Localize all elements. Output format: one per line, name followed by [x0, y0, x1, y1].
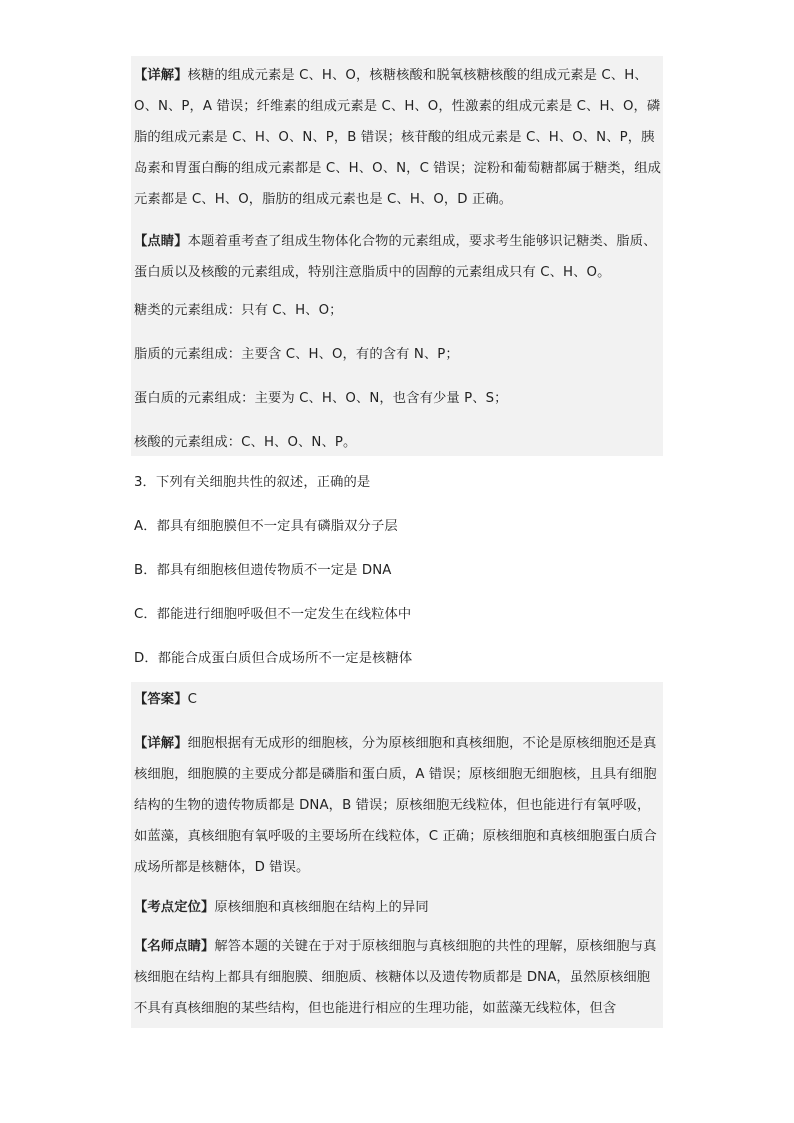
detail-text: 核糖的组成元素是 C、H、O，核糖核酸和脱氧核糖核酸的组成元素是 C、H、O、N、P，A 错误；纤维素的组成元素是 C、H、O，性激素的组成元素是 C、H、O，磷脂的组成元素是 C、H、O、N、P，B 错误；核苷酸的组成元素是 C、H、O、N、P，胰岛素和胃蛋白酶的组成元素都是 C、H、O、N，C 错误；淀粉和葡萄糖都属于糖类，组成元素都是 C、H、O，脂肪的组成元素也是 C、H、O，D 正确。	[134, 68, 662, 207]
detail-paragraph	[134, 60, 663, 215]
note-text: 本题着重考查了组成生物体化合物的元素组成，要求考生能够识记糖类、脂质、蛋白质以及核酸的元素组成，特别注意脂质中的固醇的元素组成只有 C、H、O。	[134, 234, 657, 280]
question-stem: 3．下列有关细胞共性的叙述，正确的是	[134, 475, 371, 490]
teacher-note-label: 【名师点睛】	[134, 939, 215, 954]
teacher-note-paragraph	[134, 931, 663, 1024]
answer-text: C	[187, 692, 197, 707]
document-page	[131, 56, 663, 1028]
detail-label-q3: 【详解】	[134, 736, 188, 751]
option-d: D．都能合成蛋白质但合成场所不一定是核糖体	[134, 651, 413, 666]
detail-label: 【详解】	[134, 68, 188, 83]
teacher-note-text: 解答本题的关键在于对于原核细胞与真核细胞的共性的理解，原核细胞与真核细胞在结构上都具有细胞膜、细胞质、核糖体以及遗传物质都是 DNA，虽然原核细胞不具有真核细胞的某些结构，但也能进行相应的生理功能，如蓝藻无线粒体，但含	[134, 939, 657, 1016]
element-line-lipid: 脂质的元素组成：主要含 C、H、O，有的含有 N、P；	[134, 347, 459, 362]
option-c: C．都能进行细胞呼吸但不一定发生在线粒体中	[134, 607, 412, 622]
note-paragraph	[134, 226, 663, 288]
exam-point-paragraph	[134, 899, 663, 917]
detail-paragraph-q3	[134, 728, 663, 883]
exam-point-label: 【考点定位】	[134, 900, 215, 915]
question-3	[131, 456, 663, 668]
explanation-block-q3	[131, 682, 663, 1028]
answer-label: 【答案】	[134, 692, 188, 707]
detail-text-q3: 细胞根据有无成形的细胞核，分为原核细胞和真核细胞，不论是原核细胞还是真核细胞，细胞膜的主要成分都是磷脂和蛋白质，A 错误；原核细胞无细胞核，且具有细胞结构的生物的遗传物质都是 DNA，B 错误；原核细胞无线粒体，但也能进行有氧呼吸，如蓝藻，真核细胞有氧呼吸的主要场所在线粒体，C 正确；原核细胞和真核细胞蛋白质合成场所都是核糖体，D 错误。	[134, 736, 657, 875]
exam-point-text: 原核细胞和真核细胞在结构上的异同	[214, 900, 429, 915]
option-a: A．都具有细胞膜但不一定具有磷脂双分子层	[134, 519, 398, 534]
element-line-protein: 蛋白质的元素组成：主要为 C、H、O、N，也含有少量 P、S；	[134, 391, 508, 406]
option-b: B．都具有细胞核但遗传物质不一定是 DNA	[134, 563, 392, 578]
note-label: 【点睛】	[134, 234, 188, 249]
explanation-block-q2	[131, 56, 663, 456]
element-line-sugar: 糖类的元素组成：只有 C、H、O；	[134, 303, 343, 318]
answer-paragraph	[134, 691, 663, 709]
element-line-nucleic-acid: 核酸的元素组成：C、H、O、N、P。	[134, 435, 357, 450]
